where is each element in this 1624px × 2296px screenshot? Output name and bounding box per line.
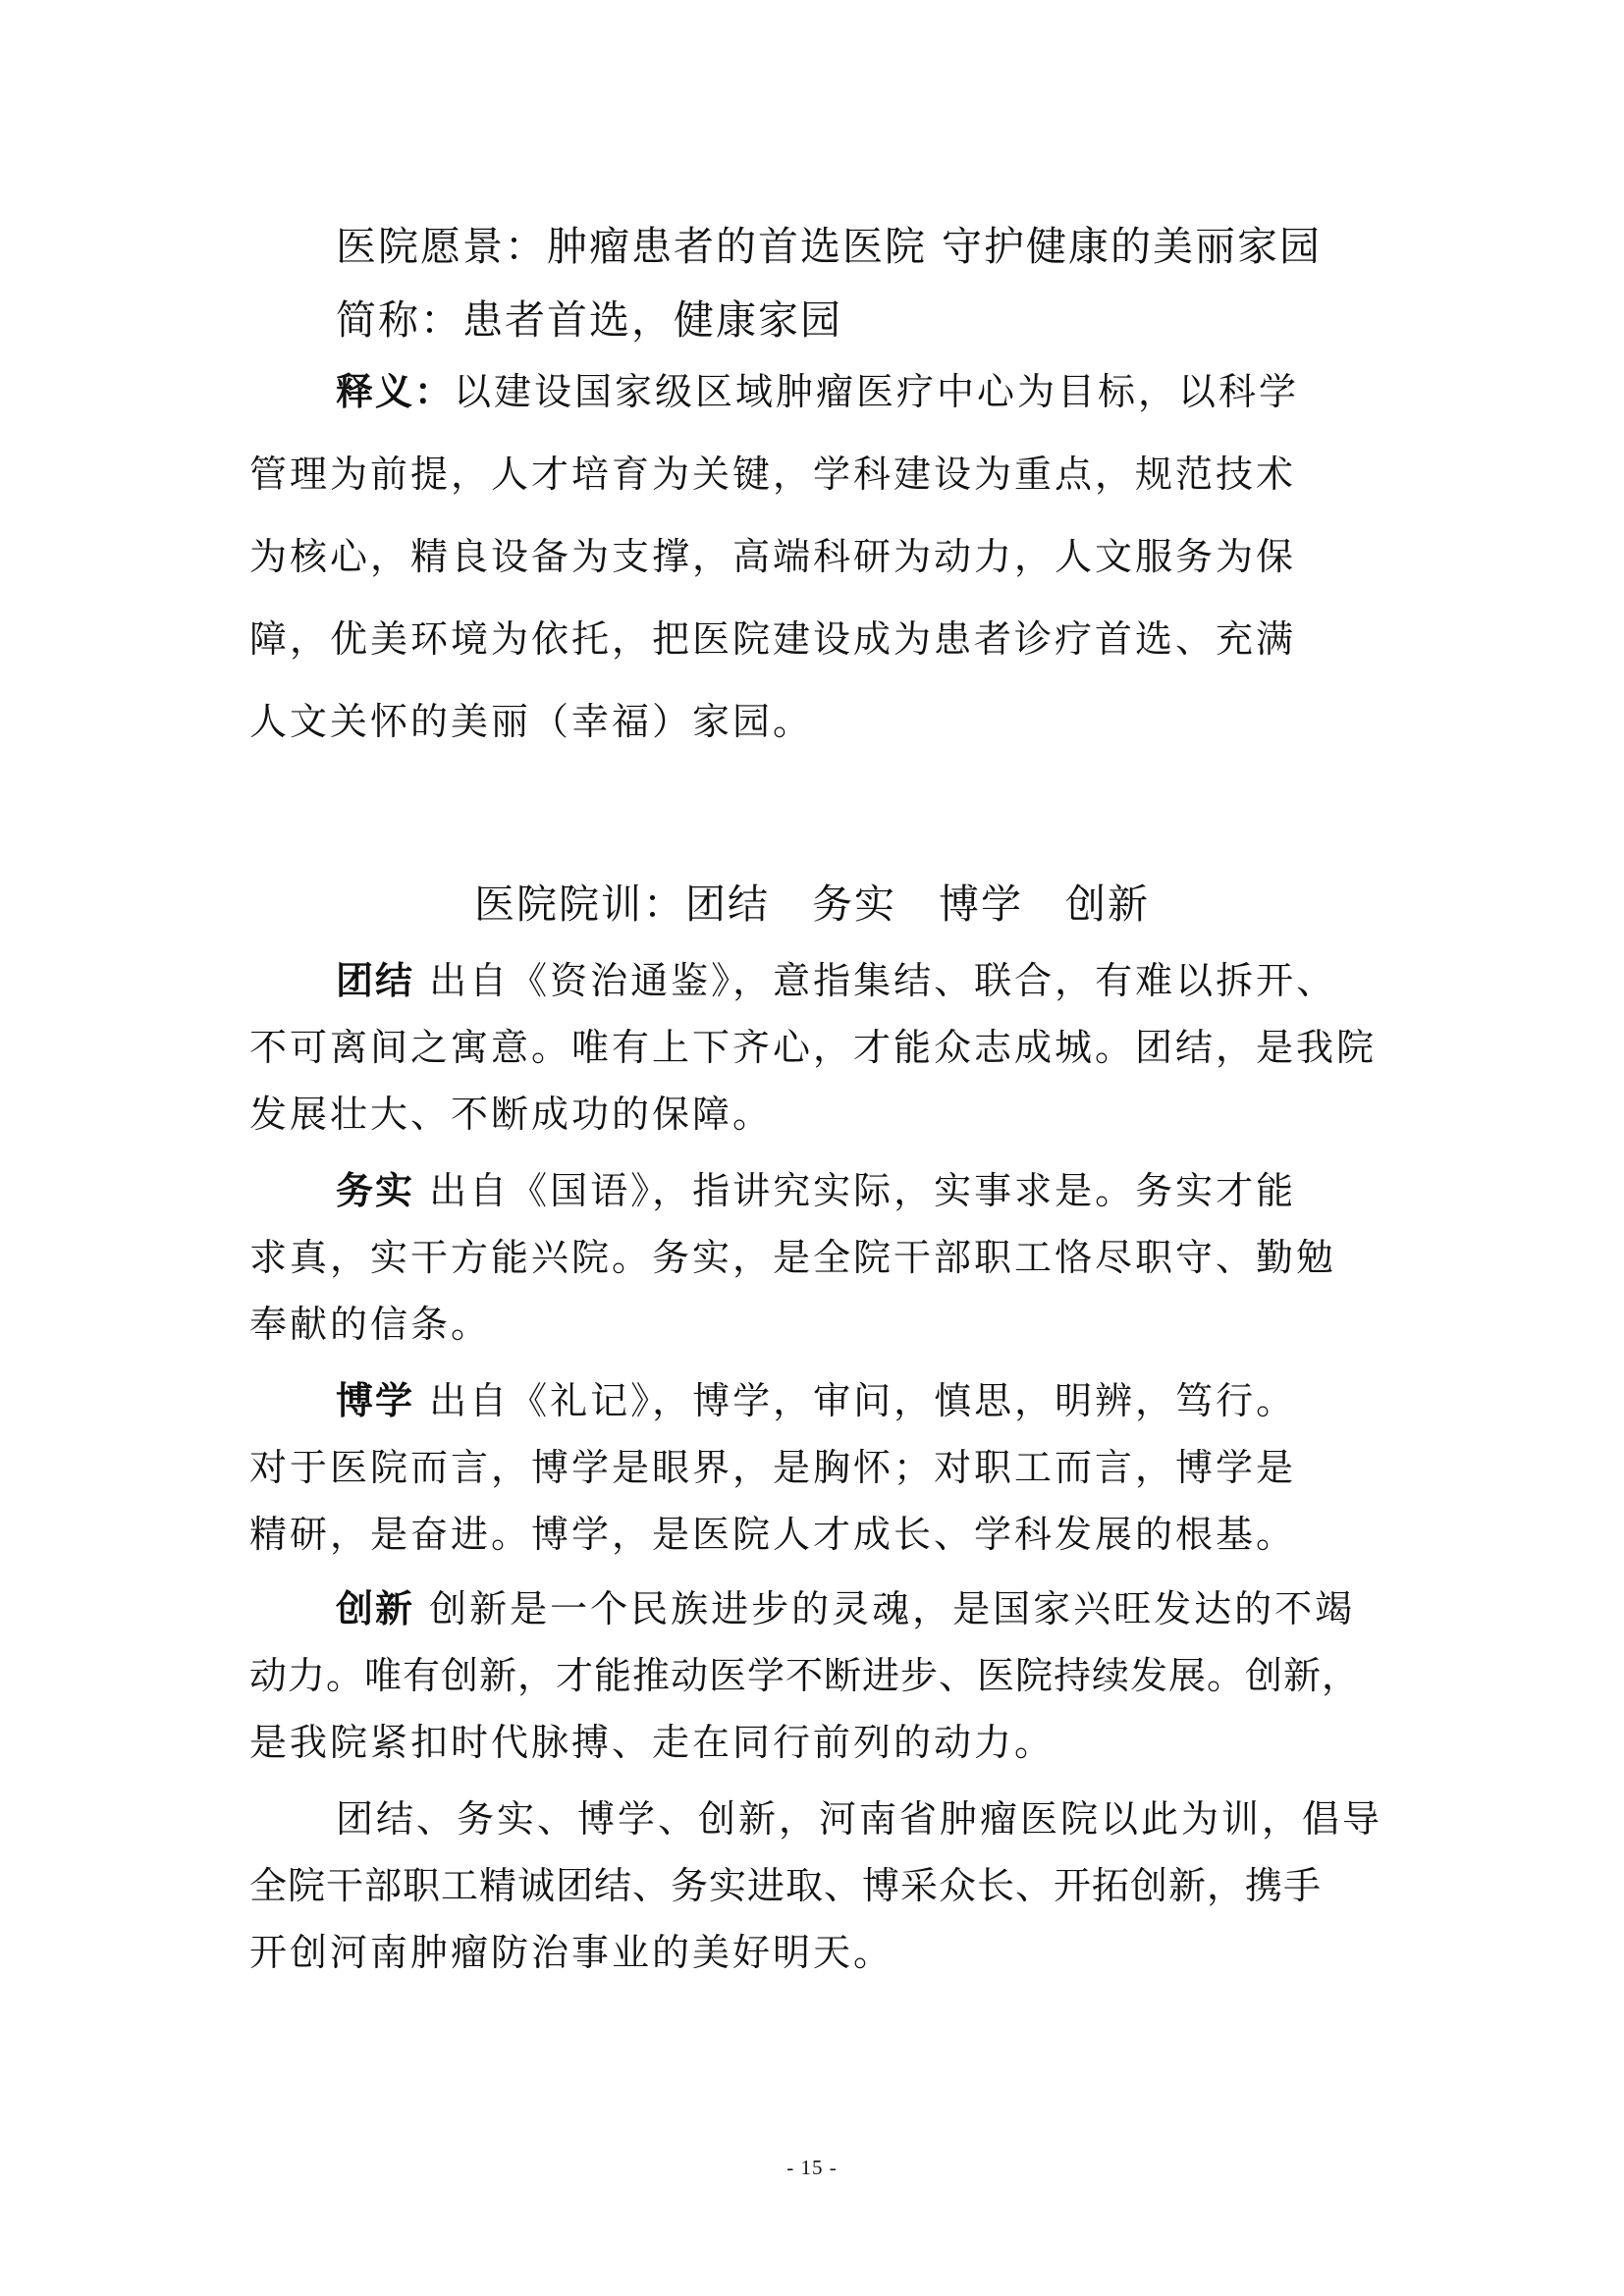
motto-item-line: 精研，是奋进。博学，是医院人才成长、学科发展的根基。: [249, 1513, 1297, 1556]
motto-item-text: 创新是一个民族进步的灵魂，是国家兴旺发达的不竭: [429, 1587, 1356, 1630]
motto-item-text: 出自《国语》，指讲究实际，实事求是。务实才能: [429, 1169, 1297, 1212]
vision-heading: 医院愿景：肿瘤患者的首选医院 守护健康的美丽家园: [336, 223, 1323, 270]
vision-short-name: 简称：患者首选，健康家园: [336, 296, 842, 344]
motto-item-line: 奉献的信条。: [249, 1303, 492, 1346]
motto-item-line: 求真，实干方能兴院。务实，是全院干部职工恪尽职守、勤勉: [249, 1236, 1337, 1279]
vision-explanation-text: 以建设国家级区域肿瘤医疗中心为目标，以科学: [454, 370, 1300, 413]
motto-term-pragmatism: 务实: [336, 1169, 415, 1212]
motto-term-unity: 团结: [336, 959, 415, 1002]
motto-item-line: [336, 950, 1336, 1004]
motto-item-line: 是我院紧扣时代脉搏、走在同行前列的动力。: [249, 1721, 1056, 1764]
vision-explanation-line: 人文关怀的美丽（幸福）家园。: [249, 700, 814, 743]
motto-item-line: 不可离间之寓意。唯有上下齐心，才能众志成城。团结，是我院: [249, 1026, 1378, 1069]
motto-item-line: 对于医院而言，博学是眼界，是胸怀；对职工而言，博学是: [249, 1446, 1297, 1489]
vision-explanation-line: 为核心，精良设备为支撑，高端科研为动力，人文服务为保: [249, 535, 1297, 578]
motto-term-erudition: 博学: [336, 1379, 415, 1422]
motto-item-line: 发展壮大、不断成功的保障。: [249, 1093, 774, 1136]
vision-explanation-line: 障，优美环境为依托，把医院建设成为患者诊疗首选、充满: [249, 617, 1297, 661]
motto-term-innovation: 创新: [336, 1587, 415, 1630]
closing-line: 开创河南肿瘤防治事业的美好明天。: [249, 1931, 894, 1974]
motto-item-line: [336, 1160, 1296, 1214]
closing-line: 全院干部职工精诚团结、务实进取、博采众长、开拓创新，携手: [249, 1864, 1323, 1907]
motto-item-text: 出自《礼记》，博学，审问，慎思，明辨，笃行。: [429, 1379, 1297, 1422]
vision-explanation-line: 管理为前提，人才培育为关键，学科建设为重点，规范技术: [249, 453, 1297, 496]
motto-item-line: [336, 1370, 1296, 1424]
vision-explanation-label: 释义：: [336, 370, 455, 413]
closing-line: 团结、务实、博学、创新，河南省肿瘤医院以此为训，倡导: [336, 1797, 1383, 1841]
vision-explanation-line: [336, 361, 1299, 415]
page-number: - 15 -: [786, 2156, 838, 2179]
motto-item-text: 出自《资治通鉴》，意指集结、联合，有难以拆开、: [429, 959, 1337, 1002]
motto-item-line: [336, 1578, 1355, 1632]
motto-heading: 医院院训：团结 务实 博学 创新: [474, 881, 1150, 928]
motto-item-line: 动力。唯有创新，才能推动医学不断进步、医院持续发展。创新，: [249, 1654, 1361, 1697]
